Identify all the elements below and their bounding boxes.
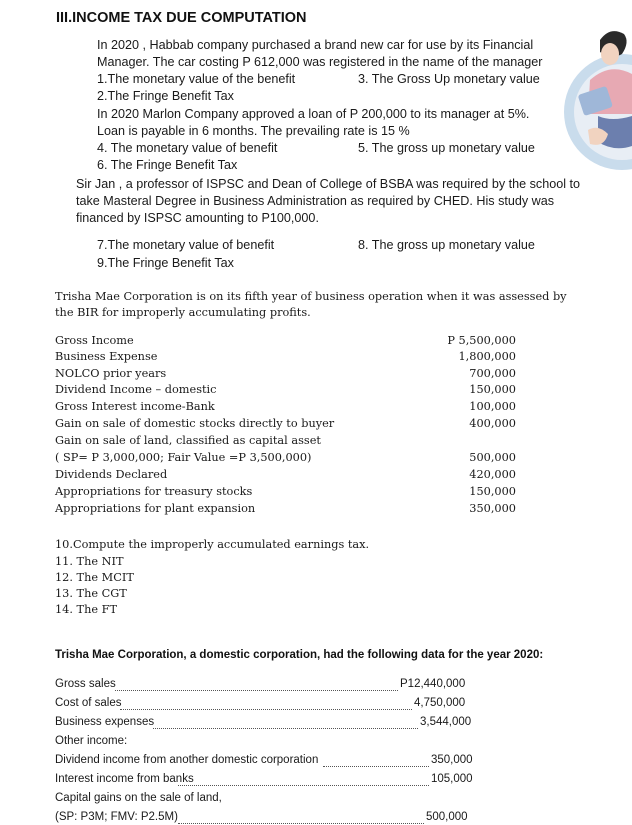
- trisha1-row-label: Dividends Declared: [55, 468, 168, 481]
- trisha1-question: 10.Compute the improperly accumulated earnings tax.: [55, 538, 370, 551]
- dotted-leader: [120, 708, 412, 710]
- habbab-intro-line1: In 2020 , Habbab company purchased a brand new car for use by its Financial: [97, 38, 534, 52]
- trisha1-row-label: Gain on sale of land, classified as capital asset: [55, 434, 321, 447]
- trisha1-row-value: 150,000: [469, 485, 516, 498]
- trisha1-question: 12. The MCIT: [55, 571, 134, 584]
- jan-line2: take Masteral Degree in Business Administration as required by CHED. His study was: [76, 194, 555, 208]
- trisha1-row-label: Gross Interest income-Bank: [55, 400, 215, 413]
- decorative-illustration: [560, 20, 632, 170]
- trisha2-row-value: 500,000: [426, 811, 468, 823]
- trisha1-question: 14. The FT: [55, 603, 118, 616]
- trisha1-row-value: 420,000: [469, 468, 516, 481]
- dotted-leader: [323, 765, 429, 767]
- trisha2-row-label: Business expenses: [55, 716, 155, 728]
- trisha2-title: Trisha Mae Corporation, a domestic corporation, had the following data for the year 2020:: [55, 649, 544, 661]
- question-9: 9.The Fringe Benefit Tax: [97, 256, 234, 270]
- question-7: 7.The monetary value of benefit: [97, 238, 275, 252]
- trisha1-question: 13. The CGT: [55, 587, 127, 600]
- trisha1-question: 11. The NIT: [55, 555, 124, 568]
- trisha1-intro-line1: Trisha Mae Corporation is on its fifth year of business operation when it was assessed by: [55, 290, 567, 303]
- trisha2-row-value: 105,000: [431, 773, 473, 785]
- trisha2-row-label: Cost of sales: [55, 697, 122, 709]
- dotted-leader: [178, 822, 424, 824]
- trisha2-row-label: Interest income from banks: [55, 773, 194, 785]
- trisha2-row-label: Gross sales: [55, 678, 116, 690]
- trisha1-row-label: Appropriations for plant expansion: [55, 502, 256, 515]
- habbab-intro-line2: Manager. The car costing P 612,000 was registered in the name of the manager: [97, 55, 543, 69]
- trisha2-row-label: (SP: P3M; FMV: P2.5M): [55, 811, 178, 823]
- trisha1-row-label: ( SP= P 3,000,000; Fair Value =P 3,500,000): [55, 451, 312, 464]
- trisha1-row-value: 350,000: [469, 502, 516, 515]
- trisha1-intro-line2: the BIR for improperly accumulating profits.: [55, 306, 311, 319]
- trisha1-row-value: 700,000: [469, 367, 516, 380]
- question-5: 5. The gross up monetary value: [358, 141, 535, 155]
- dotted-leader: [153, 727, 418, 729]
- question-2: 2.The Fringe Benefit Tax: [97, 89, 234, 103]
- trisha1-row-value: 400,000: [469, 417, 516, 430]
- trisha1-row-label: Gross Income: [55, 334, 134, 347]
- trisha1-row-value: 150,000: [469, 383, 516, 396]
- trisha2-row-value: 4,750,000: [414, 697, 466, 709]
- question-3: 3. The Gross Up monetary value: [358, 72, 540, 86]
- trisha2-row-value: 350,000: [431, 754, 473, 766]
- question-1: 1.The monetary value of the benefit: [97, 72, 296, 86]
- trisha1-row-value: 1,800,000: [458, 350, 516, 363]
- trisha1-row-value: 500,000: [469, 451, 516, 464]
- trisha2-row-label: Dividend income from another domestic corporation: [55, 754, 319, 766]
- trisha2-row-label: Other income:: [55, 735, 128, 747]
- jan-line1: Sir Jan , a professor of ISPSC and Dean of College of BSBA was required by the school to: [76, 177, 581, 191]
- section-title: III.INCOME TAX DUE COMPUTATION: [56, 10, 307, 26]
- marlon-line2: Loan is payable in 6 months. The prevailing rate is 15 %: [97, 124, 410, 138]
- trisha2-row-value: P12,440,000: [400, 678, 466, 690]
- trisha2-row-label: Capital gains on the sale of land,: [55, 792, 222, 804]
- dotted-leader: [178, 784, 429, 786]
- dotted-leader: [115, 689, 398, 691]
- marlon-line1: In 2020 Marlon Company approved a loan of P 200,000 to its manager at 5%.: [97, 107, 530, 121]
- question-4: 4. The monetary value of benefit: [97, 141, 278, 155]
- jan-line3: financed by ISPSC amounting to P100,000.: [76, 211, 319, 225]
- trisha2-row-value: 3,544,000: [420, 716, 472, 728]
- question-6: 6. The Fringe Benefit Tax: [97, 158, 238, 172]
- trisha1-row-value: P 5,500,000: [447, 334, 516, 347]
- trisha1-row-label: Gain on sale of domestic stocks directly to buyer: [55, 417, 335, 430]
- trisha1-row-label: Appropriations for treasury stocks: [55, 485, 253, 498]
- trisha1-row-label: Dividend Income – domestic: [55, 383, 217, 396]
- trisha1-row-label: Business Expense: [55, 350, 158, 363]
- trisha1-row-value: 100,000: [469, 400, 516, 413]
- trisha1-row-label: NOLCO prior years: [55, 367, 167, 380]
- question-8: 8. The gross up monetary value: [358, 238, 535, 252]
